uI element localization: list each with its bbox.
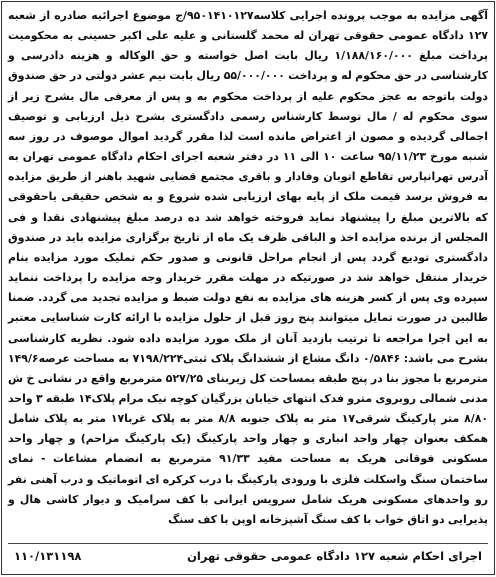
notice-footer [8,547,488,569]
auction-notice [1,1,495,575]
footer-divider [8,543,488,544]
notice-reference-code: ۱۱۰/۱۳۱۱۹۸ [14,549,82,563]
notice-body-text: آگهی مزایده به موجب پرونده اجرایی کلاسه۹۵۰۱۴۱۰۱۲۷/ج موضوع اجرائیه صادره از شعبه ۱۲۷ دادگاه عمومی حقوقی تهران له محمد گلستانی و علیه علی اکبر حسینی به محکومیت پرداخت مبلغ ۱/۱۸۸/۱۶۰/۰۰۰ ریال بابت اصل خواسته و حق الوکاله و هزینه دادرسی و کارشناسی در حق محکوم له و پرداخت ۵۵/۰۰۰/۰۰۰ ریال بابت نیم عشر دولتی در حق صندوق دولت باتوجه به عجز محکوم علیه از پرداخت محکوم به و پس از معرفی مال بشرح زیر از سوی محکوم له / مال توسط کارشناس رسمی دادگستری بشرح ذیل ارزیابی و توصیف اجمالی گردیده و مصون از اعتراض مانده است لذا مقرر گردید اموال موصوف در روز سه شنبه مورخ ۹۵/۱۱/۲۳ ساعت ۱۰ الی ۱۱ در دفتر شعبه اجرای احکام دادگاه عمومی تهران به آدرس تهرانپارس تقاطع اتوبان وفادار و باقری مجتمع قضایی شهید باهنر از طریق مزایده به فروش برسد قیمت ملک از پایه بهای ارزیابی شده شروع و به شخص حقیقی یاحقوقی که بالاترین مبلغ را پیشنهاد نماید فروخته خواهد شد ده درصد مبلغ پیشنهادی نقدا و فی المجلس از برنده مزایده اخذ و الباقی ظرف یک ماه از تاریخ برگزاری مزایده باید در صندوق دادگستری تودیع گردد پس از انجام مراحل قانونی و صدور حکم تملیک مورد مزایده بنام خریدار منتقل خواهد شد در صورتیکه در مهلت مقرر خریدار وجه مزایده را پرداخت ننماید سپرده وی پس از کسر هزینه های مزایده به نفع دولت ضبط و مزایده تجدید می گردد. ضمنا طالبین در صورت تمایل میتوانند پنج روز قبل از حلول مزایده با ارائه کارت شناسایی معتبر به این اجرا مراجعه تا ترتیب بازدید آنان از ملک مورد مزایده داده شود. نظریه کارشناسی بشرح می باشد: ۰/۵۸۴۶ دانگ مشاع از ششدانگ پلاک ثبتی۷۱۹۸/۲۲۴ به مساحت عرصه۱۴۹/۶ مترمربع با مجوز بنا در پنج طبقه بمساحت کل زیربنای ۵۲۷/۲۵ مترمربع واقع در نشانی خ ش مدنی شمالی روبروی مترو فدک انتهای خیابان بزرگیان کوچه نیک مرام پلاک۱۴ طبقه ۳ واحد ۸/۸۰ متر پارکینگ شرقی۱۷ متر به پلاک جنوبه ۸/۸ متر به پلاک غربا۱۷ متر به پلاک شامل همکف بعنوان چهار واحد انباری و چهار واحد پارکینگ (یک پارکینگ مزاحم) و چهار واحد مسکونی فوقانی هریک به مساحت مفید ۹۱/۳۳ مترمربع به انضمام مشاعات - نمای ساختمان سنگ واسکلت فلزی با ورودی پارکینگ با درب کرکره ای اتوماتیک و درب آهنی نفر رو واحدهای مسکونی هریک شامل سرویس ایرانی با کف سرامیک و دیوار کاشی هال و پذیرایی دو اتاق خواب با کف سنگ آشپزخانه اوپن با کف سنگ [8,9,489,526]
issuer-signature: اجرای احکام شعبه ۱۲۷ دادگاه عمومی حقوقی تهران [187,549,482,563]
